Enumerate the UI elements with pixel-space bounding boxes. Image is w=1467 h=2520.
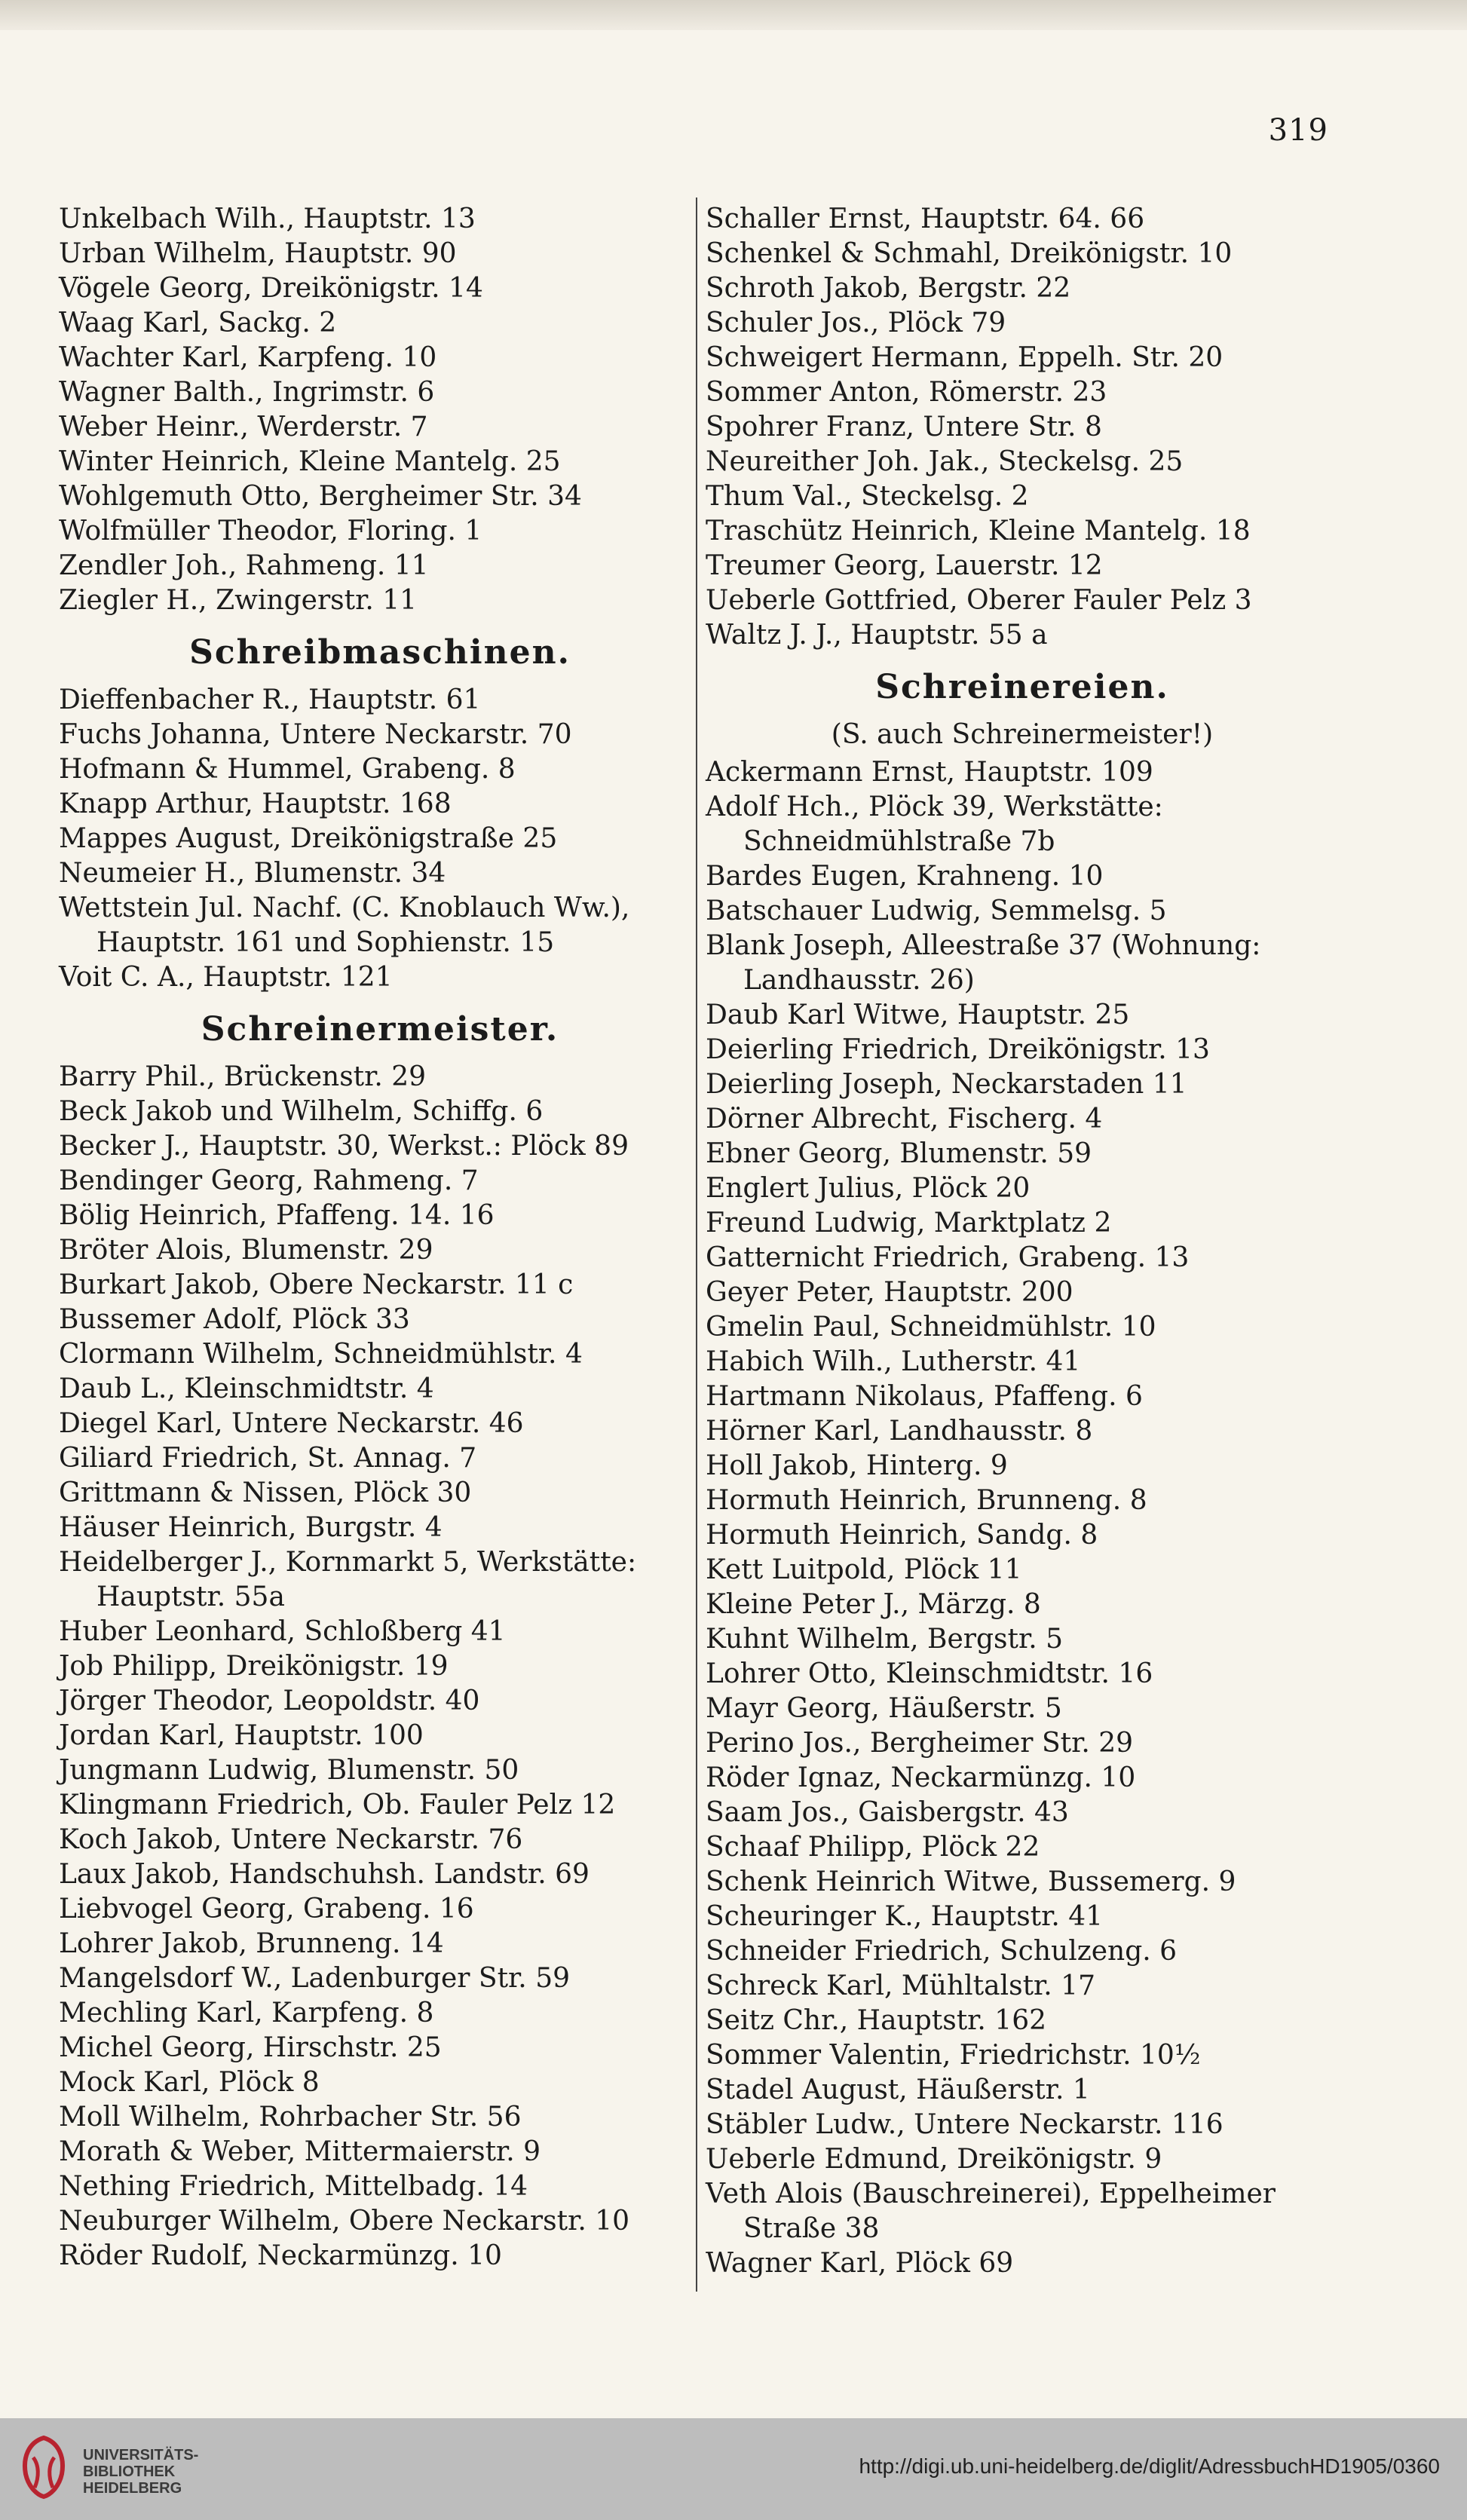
directory-entry: Wettstein Jul. Nachf. (C. Knoblauch Ww.), Hauptstr. 161 und Sophienstr. 15: [59, 893, 630, 958]
directory-entry: Jordan Karl, Hauptstr. 100: [59, 1720, 424, 1751]
directory-entry: Waltz J. J., Hauptstr. 55 a: [706, 620, 1048, 651]
directory-entry: Mechling Karl, Karpfeng. 8: [59, 1998, 434, 2029]
directory-entry: Thum Val., Steckelsg. 2: [706, 481, 1029, 512]
directory-entry: Becker J., Hauptstr. 30, Werkst.: Plöck 89: [59, 1131, 629, 1162]
directory-entry: Kett Luitpold, Plöck 11: [706, 1554, 1022, 1585]
directory-entry: Wachter Karl, Karpfeng. 10: [59, 342, 437, 373]
directory-entry: Saam Jos., Gaisbergstr. 43: [706, 1797, 1069, 1828]
scan-top-edge: [0, 0, 1467, 30]
directory-entry: Stadel August, Häußerstr. 1: [706, 2074, 1090, 2105]
directory-entry: Ebner Georg, Blumenstr. 59: [706, 1138, 1092, 1169]
directory-entry: Geyer Peter, Hauptstr. 200: [706, 1277, 1073, 1308]
directory-entry: Wagner Balth., Ingrimstr. 6: [59, 377, 435, 408]
directory-entry: Vögele Georg, Dreikönigstr. 14: [59, 273, 483, 304]
directory-entry: Barry Phil., Brückenstr. 29: [59, 1061, 427, 1092]
library-logo-icon: [17, 2435, 71, 2500]
directory-entry: Sommer Valentin, Friedrichstr. 10½: [706, 2040, 1201, 2071]
section-note: (S. auch Schreinermeister!): [831, 719, 1214, 750]
directory-entry: Voit C. A., Hauptstr. 121: [59, 962, 393, 993]
directory-entry: Batschauer Ludwig, Semmelsg. 5: [706, 896, 1167, 926]
directory-entry: Hörner Karl, Landhausstr. 8: [706, 1416, 1093, 1447]
page-number: 319: [1268, 113, 1328, 148]
directory-entry: Hofmann & Hummel, Grabeng. 8: [59, 754, 516, 785]
directory-entry: Job Philipp, Dreikönigstr. 19: [59, 1651, 449, 1682]
directory-entry: Urban Wilhelm, Hauptstr. 90: [59, 238, 457, 269]
directory-entry: Seitz Chr., Hauptstr. 162: [706, 2005, 1047, 2036]
directory-entry: Liebvogel Georg, Grabeng. 16: [59, 1894, 474, 1924]
directory-entry: Bussemer Adolf, Plöck 33: [59, 1304, 410, 1335]
directory-entry: Morath & Weber, Mittermaierstr. 9: [59, 2136, 541, 2167]
footer-bar: [0, 2418, 1467, 2520]
directory-entry: Schenkel & Schmahl, Dreikönigstr. 10: [706, 238, 1233, 269]
source-url-link[interactable]: http://digi.ub.uni-heidelberg.de/diglit/AdressbuchHD1905/0360: [859, 2454, 1440, 2478]
directory-entry: Blank Joseph, Alleestraße 37 (Wohnung: Landhausstr. 26): [706, 930, 1261, 996]
directory-entry: Schaaf Philipp, Plöck 22: [706, 1832, 1040, 1863]
directory-entry: Veth Alois (Bauschreinerei), Eppelheimer Straße 38: [706, 2179, 1276, 2244]
directory-entry: Hormuth Heinrich, Brunneng. 8: [706, 1485, 1147, 1516]
directory-entry: Schaller Ernst, Hauptstr. 64. 66: [706, 204, 1145, 234]
directory-entry: Ziegler H., Zwingerstr. 11: [59, 585, 418, 616]
directory-entry: Zendler Joh., Rahmeng. 11: [59, 550, 429, 581]
section-heading: Schreibmaschinen.: [189, 633, 571, 672]
directory-entry: Waag Karl, Sackg. 2: [59, 308, 337, 338]
directory-entry: Michel Georg, Hirschstr. 25: [59, 2032, 442, 2063]
directory-entry: Koch Jakob, Untere Neckarstr. 76: [59, 1824, 523, 1855]
directory-entry: Habich Wilh., Lutherstr. 41: [706, 1346, 1081, 1377]
directory-entry: Neumeier H., Blumenstr. 34: [59, 858, 446, 889]
directory-entry: Klingmann Friedrich, Ob. Fauler Pelz 12: [59, 1790, 616, 1820]
directory-entry: Weber Heinr., Werderstr. 7: [59, 412, 428, 442]
directory-entry: Gatternicht Friedrich, Grabeng. 13: [706, 1242, 1190, 1273]
directory-entry: Deierling Friedrich, Dreikönigstr. 13: [706, 1034, 1210, 1065]
directory-entry: Schuler Jos., Plöck 79: [706, 308, 1006, 338]
directory-entry: Treumer Georg, Lauerstr. 12: [706, 550, 1103, 581]
directory-entry: Neureither Joh. Jak., Steckelsg. 25: [706, 446, 1184, 477]
directory-entry: Neuburger Wilhelm, Obere Neckarstr. 10: [59, 2206, 630, 2237]
directory-entry: Huber Leonhard, Schloßberg 41: [59, 1616, 506, 1647]
directory-entry: Wohlgemuth Otto, Bergheimer Str. 34: [59, 481, 582, 512]
directory-entry: Bendinger Georg, Rahmeng. 7: [59, 1165, 479, 1196]
directory-entry: Traschütz Heinrich, Kleine Mantelg. 18: [706, 516, 1251, 547]
directory-entry: Knapp Arthur, Hauptstr. 168: [59, 788, 452, 819]
directory-entry: Laux Jakob, Handschuhsh. Landstr. 69: [59, 1859, 590, 1890]
directory-entry: Giliard Friedrich, St. Annag. 7: [59, 1443, 477, 1474]
directory-entry: Clormann Wilhelm, Schneidmühlstr. 4: [59, 1339, 583, 1370]
directory-entry: Wolfmüller Theodor, Floring. 1: [59, 516, 482, 547]
column-divider: [696, 197, 697, 2292]
directory-entry: Röder Ignaz, Neckarmünzg. 10: [706, 1762, 1136, 1793]
directory-entry: Kleine Peter J., Märzg. 8: [706, 1589, 1041, 1620]
directory-entry: Häuser Heinrich, Burgstr. 4: [59, 1512, 443, 1543]
section-heading: Schreinermeister.: [201, 1010, 559, 1049]
section-heading: Schreinereien.: [875, 668, 1169, 706]
directory-entry: Dieffenbacher R., Hauptstr. 61: [59, 684, 481, 715]
directory-entry: Bröter Alois, Blumenstr. 29: [59, 1235, 433, 1266]
directory-entry: Bardes Eugen, Krahneng. 10: [706, 861, 1104, 892]
directory-entry: Ueberle Edmund, Dreikönigstr. 9: [706, 2144, 1162, 2175]
library-logo-text: [83, 2447, 198, 2497]
directory-entry: Lohrer Jakob, Brunneng. 14: [59, 1928, 444, 1959]
directory-entry: Hormuth Heinrich, Sandg. 8: [706, 1520, 1098, 1551]
directory-entry: Mock Karl, Plöck 8: [59, 2067, 320, 2098]
directory-entry: Holl Jakob, Hinterg. 9: [706, 1450, 1008, 1481]
directory-entry: Schroth Jakob, Bergstr. 22: [706, 273, 1071, 304]
directory-entry: Deierling Joseph, Neckarstaden 11: [706, 1069, 1187, 1100]
directory-entry: Dörner Albrecht, Fischerg. 4: [706, 1104, 1103, 1134]
right-column: [706, 202, 1339, 2281]
directory-entry: Lohrer Otto, Kleinschmidtstr. 16: [706, 1658, 1153, 1689]
directory-entry: Moll Wilhelm, Rohrbacher Str. 56: [59, 2102, 522, 2133]
logo-line: UNIVERSITÄTS-: [83, 2447, 199, 2463]
directory-entry: Jungmann Ludwig, Blumenstr. 50: [59, 1755, 519, 1786]
directory-entry: Mangelsdorf W., Ladenburger Str. 59: [59, 1963, 571, 1994]
directory-entry: Sommer Anton, Römerstr. 23: [706, 377, 1107, 408]
directory-entry: Kuhnt Wilhelm, Bergstr. 5: [706, 1624, 1063, 1655]
directory-entry: Nething Friedrich, Mittelbadg. 14: [59, 2171, 528, 2202]
directory-entry: Beck Jakob und Wilhelm, Schiffg. 6: [59, 1096, 544, 1127]
directory-entry: Adolf Hch., Plöck 39, Werkstätte: Schneidmühlstraße 7b: [706, 792, 1163, 857]
directory-entry: Heidelberger J., Kornmarkt 5, Werkstätte: Hauptstr. 55a: [59, 1547, 637, 1612]
directory-entry: Ueberle Gottfried, Oberer Fauler Pelz 3: [706, 585, 1252, 616]
directory-entry: Perino Jos., Bergheimer Str. 29: [706, 1728, 1134, 1759]
directory-entry: Unkelbach Wilh., Hauptstr. 13: [59, 204, 476, 234]
directory-entry: Stäbler Ludw., Untere Neckarstr. 116: [706, 2109, 1224, 2140]
directory-entry: Diegel Karl, Untere Neckarstr. 46: [59, 1408, 524, 1439]
directory-entry: Gmelin Paul, Schneidmühlstr. 10: [706, 1312, 1156, 1343]
directory-entry: Freund Ludwig, Marktplatz 2: [706, 1208, 1112, 1239]
directory-entry: Schreck Karl, Mühltalstr. 17: [706, 1970, 1095, 2001]
directory-entry: Fuchs Johanna, Untere Neckarstr. 70: [59, 719, 572, 750]
directory-entry: Wagner Karl, Plöck 69: [706, 2248, 1014, 2279]
directory-entry: Spohrer Franz, Untere Str. 8: [706, 412, 1102, 442]
directory-entry: Ackermann Ernst, Hauptstr. 109: [706, 757, 1153, 788]
directory-entry: Jörger Theodor, Leopoldstr. 40: [59, 1686, 480, 1716]
left-column: [59, 202, 701, 2274]
directory-entry: Schweigert Hermann, Eppelh. Str. 20: [706, 342, 1224, 373]
directory-entry: Röder Rudolf, Neckarmünzg. 10: [59, 2240, 502, 2271]
directory-entry: Englert Julius, Plöck 20: [706, 1173, 1031, 1204]
directory-entry: Bölig Heinrich, Pfaffeng. 14. 16: [59, 1200, 495, 1231]
directory-entry: Mappes August, Dreikönigstraße 25: [59, 823, 558, 854]
directory-entry: Schneider Friedrich, Schulzeng. 6: [706, 1936, 1178, 1967]
directory-entry: Winter Heinrich, Kleine Mantelg. 25: [59, 446, 561, 477]
directory-entry: Daub Karl Witwe, Hauptstr. 25: [706, 1000, 1130, 1030]
directory-entry: Scheuringer K., Hauptstr. 41: [706, 1901, 1104, 1932]
directory-entry: Schenk Heinrich Witwe, Bussemerg. 9: [706, 1866, 1236, 1897]
directory-entry: Daub L., Kleinschmidtstr. 4: [59, 1373, 434, 1404]
directory-entry: Burkart Jakob, Obere Neckarstr. 11 c: [59, 1269, 574, 1300]
logo-line: HEIDELBERG: [83, 2480, 182, 2497]
logo-line: BIBLIOTHEK: [83, 2463, 176, 2480]
directory-entry: Hartmann Nikolaus, Pfaffeng. 6: [706, 1381, 1143, 1412]
directory-entry: Mayr Georg, Häußerstr. 5: [706, 1693, 1062, 1724]
directory-entry: Grittmann & Nissen, Plöck 30: [59, 1477, 472, 1508]
